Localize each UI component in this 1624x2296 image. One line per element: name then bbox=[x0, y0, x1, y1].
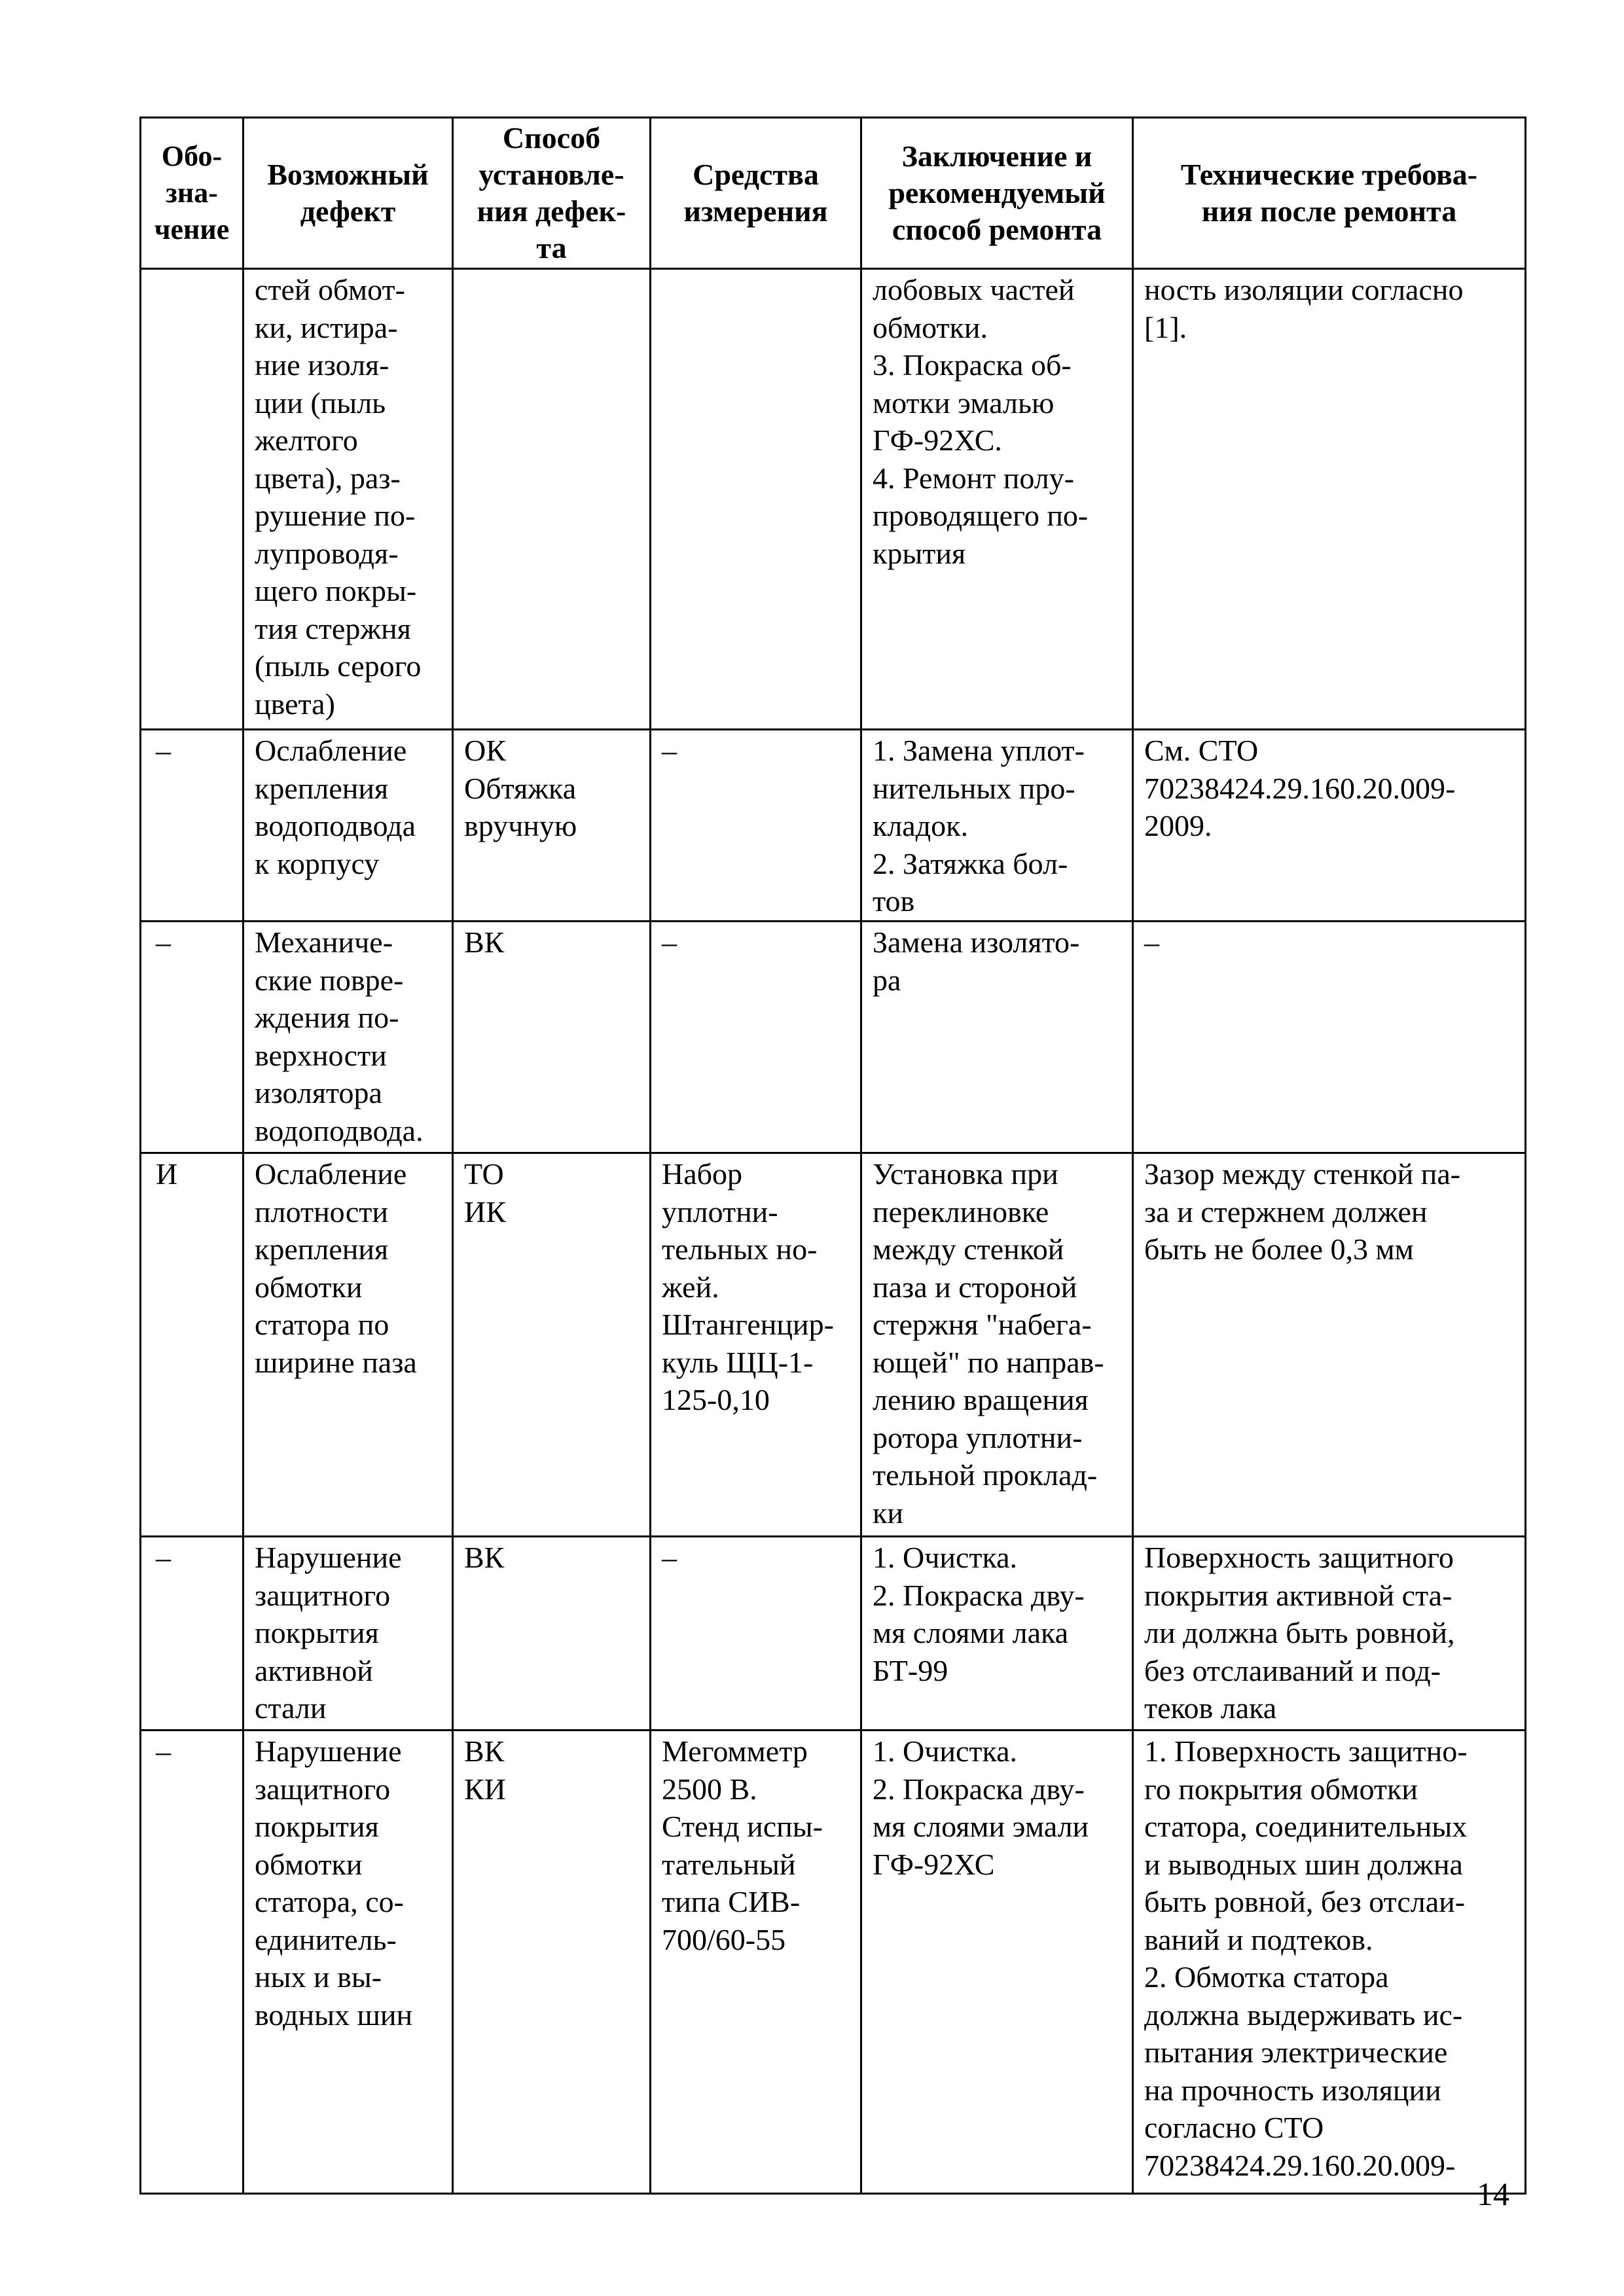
header-designation: Обо- зна- чение bbox=[141, 118, 244, 269]
header-measuring-tools: Средства измерения bbox=[651, 118, 861, 269]
cell-repair: 1. Очистка. 2. Покраска дву- мя слоями лака БТ-99 bbox=[861, 1537, 1133, 1731]
cell-repair: 1. Замена уплот- нительных про- кладок. 2. Затяжка бол- тов bbox=[861, 730, 1133, 922]
table-row bbox=[141, 1153, 1526, 1537]
cell-requirements: См. СТО 70238424.29.160.20.009- 2009. bbox=[1133, 730, 1526, 922]
cell-method: ОК Обтяжка вручную bbox=[453, 730, 651, 922]
header-row bbox=[141, 118, 1526, 269]
cell-method bbox=[453, 269, 651, 730]
table-row bbox=[141, 1731, 1526, 2194]
table-row bbox=[141, 922, 1526, 1153]
cell-code: – bbox=[141, 1731, 244, 2194]
header-technical-requirements: Технические требова- ния после ремонта bbox=[1133, 118, 1526, 269]
cell-tools: – bbox=[651, 1537, 861, 1731]
cell-defect: Механиче- ские повре- ждения по- верхности изолятора водоподвода. bbox=[244, 922, 453, 1153]
cell-defect: Нарушение защитного покрытия обмотки статора, со- единитель- ных и вы- водных шин bbox=[244, 1731, 453, 2194]
cell-defect: Ослабление крепления водоподвода к корпусу bbox=[244, 730, 453, 922]
cell-requirements: Зазор между стенкой па- за и стержнем должен быть не более 0,3 мм bbox=[1133, 1153, 1526, 1537]
table-body bbox=[141, 269, 1526, 2194]
cell-code: – bbox=[141, 730, 244, 922]
header-possible-defect: Возможный дефект bbox=[244, 118, 453, 269]
cell-code: И bbox=[141, 1153, 244, 1537]
cell-method: ВК bbox=[453, 922, 651, 1153]
page-number: 14 bbox=[1477, 2176, 1509, 2212]
cell-requirements: – bbox=[1133, 922, 1526, 1153]
defects-table bbox=[139, 117, 1526, 2195]
cell-requirements: 1. Поверхность защитно- го покрытия обмотки статора, соединительных и выводных шин должна быть ровной, без отслаи- ваний и подтеков. 2. Обмотка статора должна выдерживать ис- пытания электрические на прочность изоляции согласно СТО 70238424.29.160.20.009- bbox=[1133, 1731, 1526, 2194]
cell-tools: – bbox=[651, 922, 861, 1153]
cell-tools: Набор уплотни- тельных но- жей. Штангенцир- куль ЩЦ-1- 125-0,10 bbox=[651, 1153, 861, 1537]
cell-method: ВК КИ bbox=[453, 1731, 651, 2194]
cell-tools: – bbox=[651, 730, 861, 922]
table-header bbox=[141, 118, 1526, 269]
table-row bbox=[141, 269, 1526, 730]
cell-repair: лобовых частей обмотки. 3. Покраска об- мотки эмалью ГФ-92ХС. 4. Ремонт полу- проводящего по- крытия bbox=[861, 269, 1133, 730]
cell-requirements: Поверхность защитного покрытия активной ста- ли должна быть ровной, без отслаиваний и под- теков лака bbox=[1133, 1537, 1526, 1731]
table-row bbox=[141, 1537, 1526, 1731]
cell-defect: Нарушение защитного покрытия активной стали bbox=[244, 1537, 453, 1731]
cell-repair: Установка при переклиновке между стенкой паза и стороной стержня "набега- ющей" по направ- лению вращения ротора уплотни- тельной проклад- ки bbox=[861, 1153, 1133, 1537]
header-detection-method: Способ установле- ния дефек- та bbox=[453, 118, 651, 269]
cell-code bbox=[141, 269, 244, 730]
cell-tools bbox=[651, 269, 861, 730]
cell-defect: стей обмот- ки, истира- ние изоля- ции (пыль желтого цвета), раз- рушение по- лупроводя- щего покры- тия стержня (пыль серого цвета) bbox=[244, 269, 453, 730]
cell-method: ВК bbox=[453, 1537, 651, 1731]
cell-requirements: ность изоляции согласно [1]. bbox=[1133, 269, 1526, 730]
cell-repair: 1. Очистка. 2. Покраска дву- мя слоями эмали ГФ-92ХС bbox=[861, 1731, 1133, 2194]
cell-code: – bbox=[141, 922, 244, 1153]
cell-defect: Ослабление плотности крепления обмотки статора по ширине паза bbox=[244, 1153, 453, 1537]
cell-method: ТО ИК bbox=[453, 1153, 651, 1537]
table-row bbox=[141, 730, 1526, 922]
cell-code: – bbox=[141, 1537, 244, 1731]
cell-tools: Мегомметр 2500 В. Стенд испы- тательный типа СИВ- 700/60-55 bbox=[651, 1731, 861, 2194]
cell-repair: Замена изолято- ра bbox=[861, 922, 1133, 1153]
header-repair-method: Заключение и рекомендуемый способ ремонта bbox=[861, 118, 1133, 269]
